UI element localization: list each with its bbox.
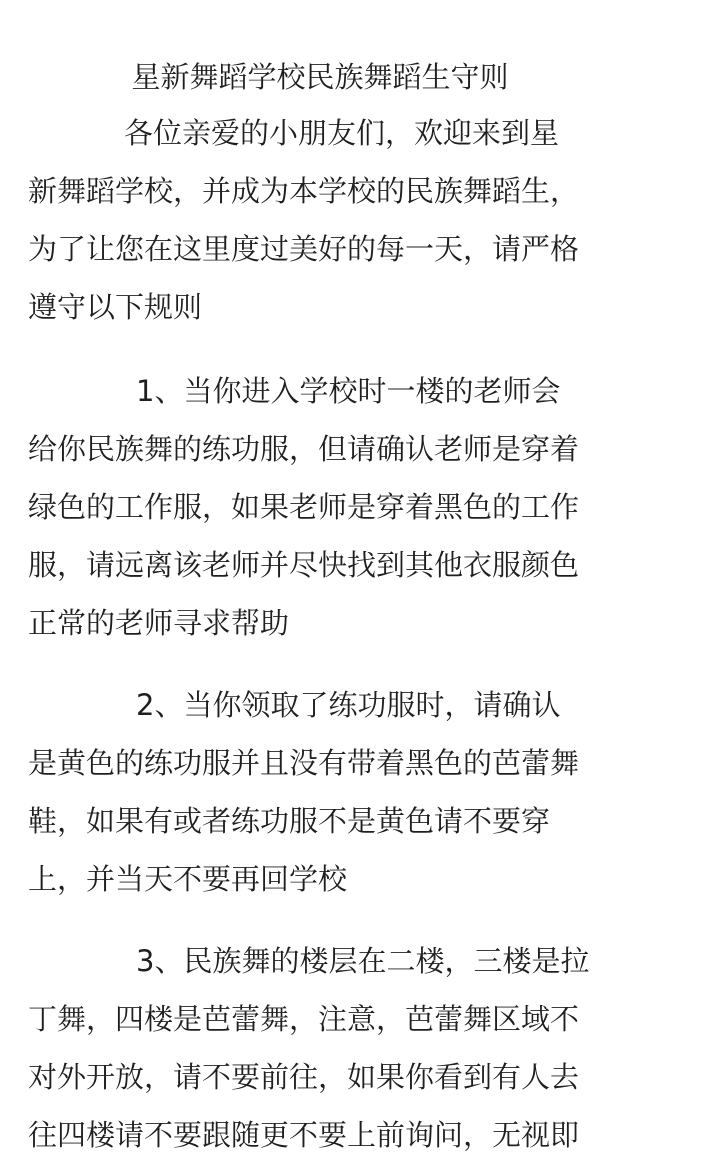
rule-2-paragraph bbox=[28, 676, 726, 908]
rule-2-line-1: 2、当你领取了练功服时，请确认 bbox=[136, 688, 561, 722]
rule-3-line-2: 丁舞，四楼是芭蕾舞，注意，芭蕾舞区域不 bbox=[28, 1002, 580, 1036]
rule-1-line-5: 正常的老师寻求帮助 bbox=[28, 606, 290, 640]
rule-3-line-1: 3、民族舞的楼层在二楼，三楼是拉 bbox=[136, 944, 590, 978]
rule-1-line-1: 1、当你进入学校时一楼的老师会 bbox=[136, 374, 561, 408]
intro-paragraph bbox=[28, 104, 714, 336]
rule-2-line-4: 上，并当天不要再回学校 bbox=[28, 862, 348, 896]
rule-2-line-2: 是黄色的练功服并且没有带着黑色的芭蕾舞 bbox=[28, 746, 580, 780]
intro-line-2: 新舞蹈学校，并成为本学校的民族舞蹈生， bbox=[28, 174, 580, 208]
rule-1-line-2: 给你民族舞的练功服，但请确认老师是穿着 bbox=[28, 432, 580, 466]
rule-1-line-3: 绿色的工作服，如果老师是穿着黑色的工作 bbox=[28, 490, 580, 524]
intro-line-1: 各位亲爱的小朋友们，欢迎来到星 bbox=[124, 116, 560, 150]
rule-3-paragraph bbox=[28, 932, 726, 1164]
rule-2-line-3: 鞋，如果有或者练功服不是黄色请不要穿 bbox=[28, 804, 551, 838]
rule-1-paragraph bbox=[28, 362, 726, 652]
rule-3-line-3: 对外开放，请不要前往，如果你看到有人去 bbox=[28, 1060, 580, 1094]
intro-line-3: 为了让您在这里度过美好的每一天，请严格 bbox=[28, 232, 580, 266]
rule-1-line-4: 服，请远离该老师并尽快找到其他衣服颜色 bbox=[28, 548, 580, 582]
rule-3-line-4: 往四楼请不要跟随更不要上前询问，无视即 bbox=[28, 1118, 580, 1152]
intro-line-4: 遵守以下规则 bbox=[28, 290, 203, 324]
document-title: 星新舞蹈学校民族舞蹈生守则 bbox=[131, 60, 509, 94]
